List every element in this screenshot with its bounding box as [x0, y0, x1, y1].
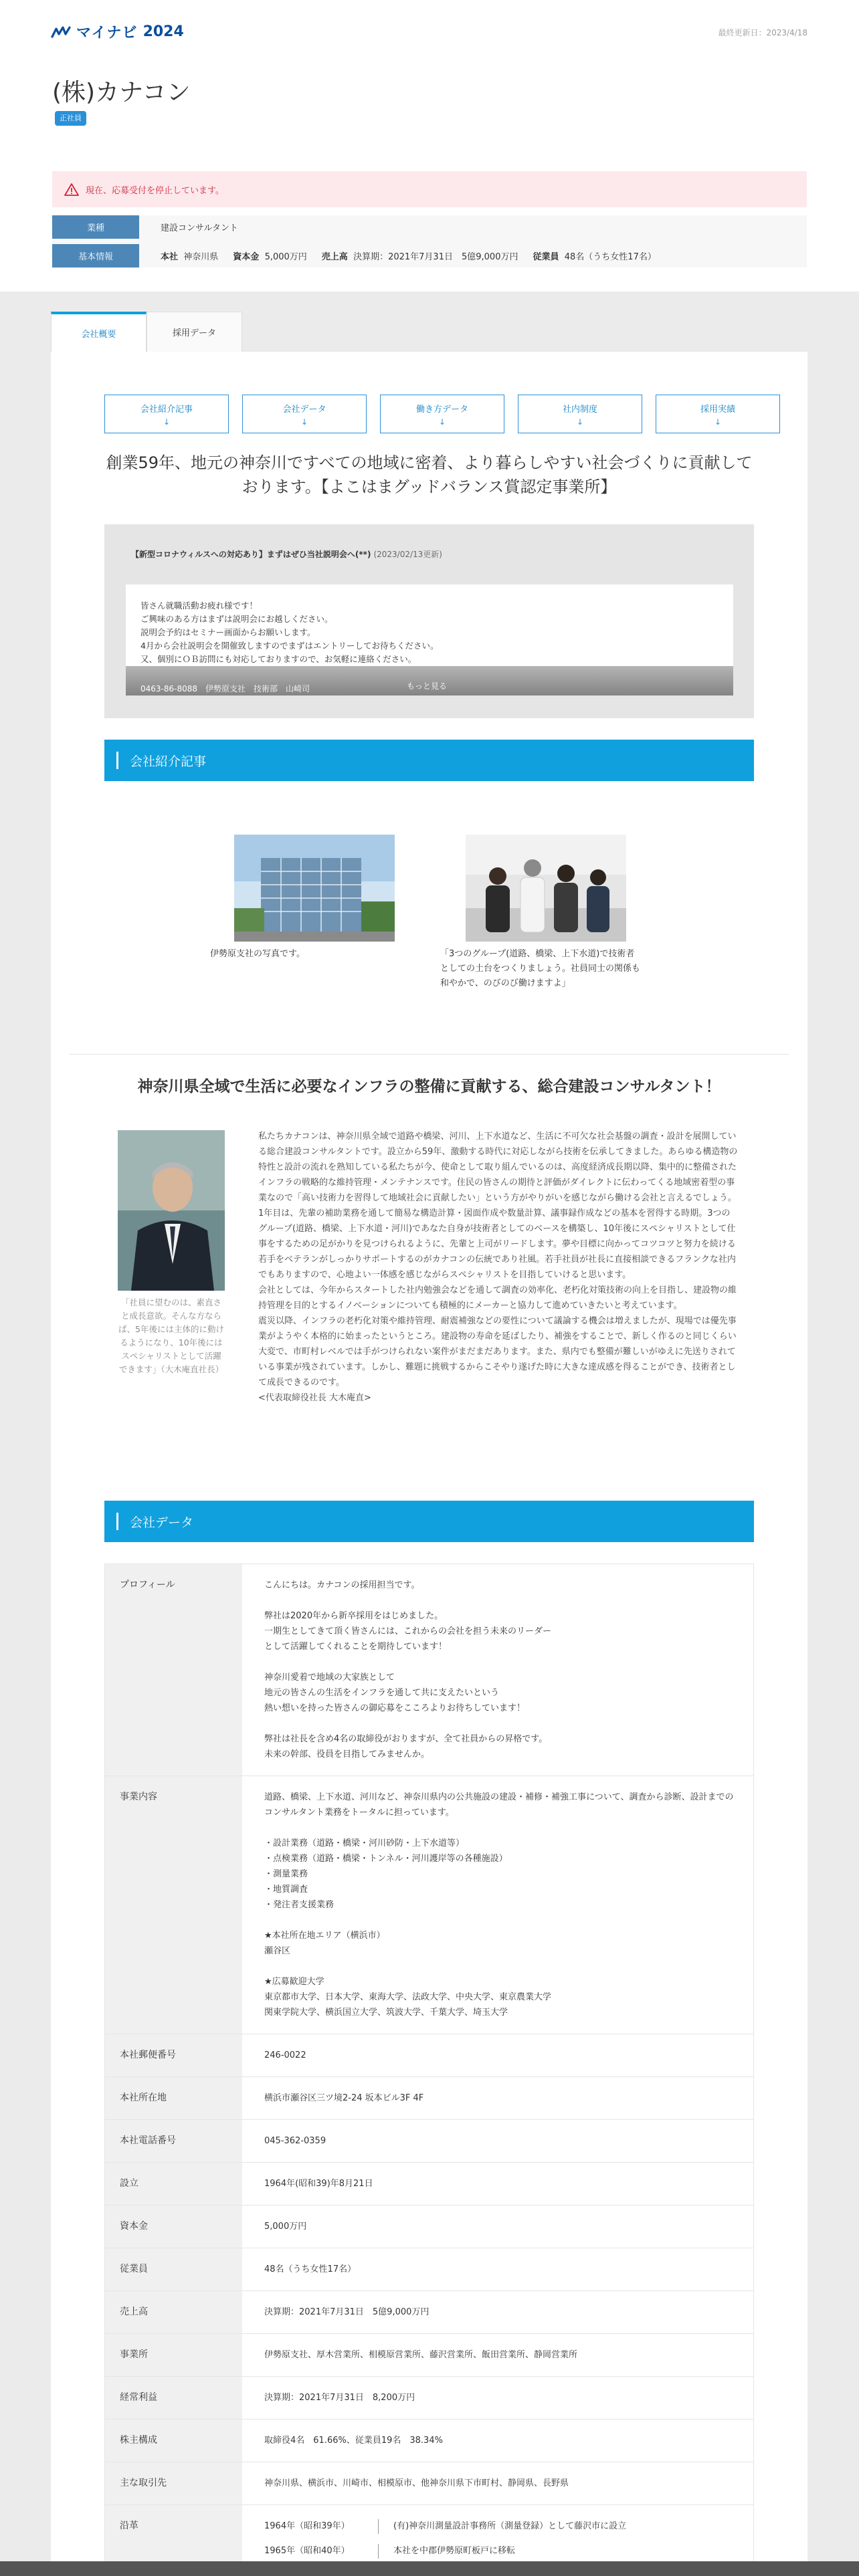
- industry-value: [139, 221, 238, 233]
- anchor-internal-systems[interactable]: [518, 395, 642, 433]
- row-label: 事業内容: [105, 1776, 242, 2034]
- arrow-down-icon: ↓: [163, 417, 171, 427]
- anchor-label: 採用実績: [700, 404, 735, 415]
- anchor-label: 会社データ: [282, 404, 326, 415]
- capital-value: 5,000万円: [264, 252, 307, 262]
- row-value-text: こんにちは。カナコンの採用担当です。 弊社は2020年から新卒採用をはじめました。 一期生としてきて頂く皆さんには、これからの会社を担う未来のリーダー として活躍してくれることを期待しています！ 神奈川愛着で地域の大家族として 地元の皆さんの生活をインフラを通して共に支えたいという 熱い想いを持った皆さんの御応募をこころよりお待ちしています！ 弊社は社長を含め4名の取締役がおりますが、全て社員からの昇格です。 未来の幹部、役員を目指してみませんか。: [264, 1580, 552, 1759]
- last-updated: 最終更新日：2023/4/18: [718, 28, 807, 37]
- table-row: [105, 2462, 753, 2505]
- capital-item: [233, 249, 307, 262]
- news-line: ご興味のある方はまずは説明会にお越しください。: [140, 614, 333, 624]
- news-fade-overlay: [126, 666, 733, 695]
- table-row: [105, 2077, 753, 2120]
- employment-type-badge: 正社員: [55, 111, 86, 126]
- industry-row: [52, 215, 807, 239]
- row-label: 事業所: [105, 2334, 242, 2376]
- row-label: 従業員: [105, 2248, 242, 2290]
- row-value: [242, 1564, 753, 1776]
- section-divider: [70, 1054, 789, 1055]
- section-title: 会社紹介記事: [130, 754, 207, 769]
- history-event: 本社を中郡伊勢原町板戸に移転: [393, 2546, 516, 2556]
- arrow-down-icon: ↓: [438, 417, 446, 427]
- logo-text: マイナビ: [76, 25, 138, 41]
- office-building-photo: [234, 835, 395, 942]
- anchor-hiring-record[interactable]: [656, 395, 780, 433]
- staff-group-photo: [466, 835, 626, 942]
- read-more-link[interactable]: もっと見る: [407, 681, 448, 691]
- news-contact: 0463-86-8088 伊勢原支社 技術部 山崎司: [140, 684, 310, 693]
- table-row: [105, 2420, 753, 2462]
- row-value-text: 神奈川県、横浜市、川崎市、相模原市、他神奈川県下市町村、静岡県、長野県: [264, 2478, 569, 2488]
- basic-info-values: [139, 249, 656, 262]
- row-label: 本社電話番号: [105, 2120, 242, 2162]
- news-line: 説明会予約はセミナー画面からお願いします。: [140, 627, 316, 637]
- news-line: 又、個別にＯＢ訪問にも対応しておりますので、お気軽に連絡ください。: [140, 654, 417, 664]
- row-value-text: 道路、橋梁、上下水道、河川など、神奈川県内の公共施設の建設・補修・補強工事について、調査から診断、設計までのコンサルタント業務をトータルに担っています。 ・設計業務（道路・橋梁・河川砂防・上下水道等） ・点検業務（道路・橋梁・トンネル・河川護岸等の各種施設） ・測量業務 ・地質調査 ・発注者支援業務 ★本社所在地エリア（横浜市） 瀬谷区 ★広募歓迎大学 東京都市大学、日本大学、東海大学、法政大学、中央大学、東京農業大学 関東学院大学、横浜国立大学、筑波大学、千葉大学、埼玉大学: [264, 1792, 734, 2018]
- ceo-caption: 「社員に望むのは、素直さと成長意欲。そんな方ならば、5年後には主体的に動けるようになり、10年後にはスペシャリストとして活躍できます」（大木庵直社長）: [118, 1297, 224, 1374]
- row-value: [242, 1776, 753, 2034]
- row-value-text: 決算期：2021年7月31日 8,200万円: [264, 2393, 415, 2403]
- page-tabs: [51, 312, 242, 352]
- row-value-text: 取締役4名 61.66%、従業員19名 38.34%: [264, 2436, 443, 2446]
- heading-accent-bar: [116, 1513, 118, 1530]
- arrow-down-icon: ↓: [576, 417, 584, 427]
- row-label: 本社郵便番号: [105, 2034, 242, 2076]
- row-label: プロフィール: [105, 1564, 242, 1776]
- row-value: [242, 2420, 753, 2462]
- application-closed-alert: [52, 171, 807, 207]
- table-row: [105, 2163, 753, 2206]
- basic-info-table: [52, 215, 807, 267]
- section-heading-company-data: [104, 1501, 754, 1542]
- row-label: 株主構成: [105, 2420, 242, 2462]
- ceo-portrait-photo: [118, 1130, 225, 1291]
- article-body: [258, 1129, 739, 1406]
- row-value: [242, 2334, 753, 2376]
- news-date: (2023/02/13更新): [373, 550, 442, 559]
- arrow-down-icon: ↓: [300, 417, 308, 427]
- article-caption: 「3つのグループ(道路、橋梁、上下水道)で技術者としての土台をつくりましょう。社員同士の関係も和やかで、のびのび働けますよ」: [440, 949, 641, 988]
- history-separator: [378, 2544, 379, 2559]
- table-row: [105, 2206, 753, 2248]
- row-value-text: 決算期：2021年7月31日 5億9,000万円: [264, 2307, 430, 2317]
- row-value: [242, 2377, 753, 2419]
- news-body: [126, 584, 733, 695]
- news-line: 皆さん就職活動お疲れ様です！: [140, 601, 258, 611]
- news-title: 【新型コロナウィルスへの対応あり】まずはぜひ当社説明会へ(**): [131, 550, 371, 559]
- anchor-company-data[interactable]: [242, 395, 367, 433]
- table-row: [105, 2120, 753, 2163]
- table-row: [105, 2377, 753, 2420]
- sales-item: [322, 249, 518, 262]
- hq-label: 本社: [161, 252, 179, 262]
- sales-label: 売上高: [321, 252, 348, 262]
- heading-accent-bar: [116, 752, 118, 769]
- table-row: [105, 2248, 753, 2291]
- row-value: [242, 2034, 753, 2076]
- row-value-text: 48名（うち女性17名）: [264, 2264, 357, 2274]
- row-value-text: 1964年(昭和39)年8月21日: [264, 2179, 373, 2189]
- table-row: [105, 2334, 753, 2377]
- row-label: 売上高: [105, 2291, 242, 2333]
- sales-value: 決算期：2021年7月31日 5億9,000万円: [353, 252, 518, 262]
- company-summary: [0, 64, 859, 292]
- article-paragraph: 私たちカナコンは、神奈川県全域で道路や橋梁、河川、上下水道など、生活に不可欠な社会基盤の調査・設計を展開している総合建設コンサルタントです。設立から59年、激動する時代に対応しながら技術を伝承してきました。あらゆる構造物の特性と設計の流れを熟知している私たちが今、使命として取り組んでいるのは、高度経済成長期以降、集中的に整備されたインフラの戦略的な維持管理・メンテナンスです。住民の皆さんの期待と評価がダイレクトに伝わってくる地域密着型の事業なので「高い技術力を習得して地域社会に貢献したい」という方がやりがいを感じながら働ける会社と言えるでしょう。: [258, 1132, 738, 1203]
- employees-value: 48名（うち女性17名）: [564, 252, 656, 262]
- row-label: 沿革: [105, 2505, 242, 2572]
- main-content: [51, 352, 807, 2576]
- anchor-work-style-data[interactable]: [380, 395, 504, 433]
- arrow-down-icon: ↓: [714, 417, 722, 427]
- row-label: 本社所在地: [105, 2077, 242, 2119]
- section-anchor-nav: [104, 395, 780, 433]
- table-row: [105, 2291, 753, 2334]
- row-value: [242, 2291, 753, 2333]
- row-label: 経常利益: [105, 2377, 242, 2419]
- article-paragraph: 会社としては、今年からスタートした社内勉強会などを通して調査の効率化、老朽化対策技術の向上を目指し、建設物の維持管理を目的とするイノベーションについても積極的にメーカーと協力して進めていきたいと考えています。: [258, 1285, 737, 1311]
- capital-label: 資本金: [233, 252, 260, 262]
- history-item: [264, 2543, 739, 2559]
- section-title: 会社データ: [130, 1515, 194, 1530]
- history-item: [264, 2518, 739, 2534]
- row-value-text: 横浜市瀬谷区三ツ境2-24 坂本ビル3F 4F: [264, 2093, 424, 2103]
- row-value-text: 5,000万円: [264, 2222, 307, 2232]
- history-year: 1964年（昭和39年）: [264, 2521, 350, 2531]
- history-year: 1965年（昭和40年）: [264, 2546, 350, 2556]
- row-value: [242, 2077, 753, 2119]
- article-paragraph: 震災以降、インフラの老朽化対策や維持管理、耐震補強などの要性について議論する機会は増えましたが、現場では優先事業がようやく本格的に始まったというところ。建設物の寿命を延ばしたり、補強をすることで、新しく作るのと同じくらい大変で、市町村レベルでは手がつけられない案件がまだまだあります。また、県内でも整備が難しいがゆえに先送りされている事業が残されています。しかし、難題に挑戦するからこそやり遂げた時に大きな達成感を得ることができ、技術者として成長できるのです。: [258, 1316, 737, 1388]
- row-label: 主な取引先: [105, 2462, 242, 2504]
- article-caption: 伊勢原支社の写真です。: [210, 949, 305, 959]
- news-line: 4月から会社説明会を開催致しますのでまずはエントリーしてお待ちください。: [140, 641, 439, 651]
- basic-info-row: [52, 244, 807, 267]
- row-value-text: 045-362-0359: [264, 2136, 326, 2146]
- row-value: [242, 2206, 753, 2248]
- row-value-text: 246-0022: [264, 2050, 306, 2060]
- anchor-label: 社内制度: [562, 404, 597, 415]
- company-data-table: [104, 1564, 754, 2573]
- news-box: [104, 524, 754, 718]
- industry-text: 建設コンサルタント: [161, 223, 238, 233]
- article-signature: <代表取締役社長 大木庵直>: [258, 1393, 371, 1403]
- alert-text: 現在、応募受付を停止しています。: [86, 186, 224, 196]
- tab-company-overview[interactable]: 会社概要: [51, 312, 147, 352]
- table-row: [105, 1776, 753, 2034]
- row-value: [242, 2462, 753, 2504]
- mynavi-logo[interactable]: [51, 21, 184, 42]
- employees-item: [533, 249, 656, 262]
- table-row: [105, 2034, 753, 2077]
- anchor-company-articles[interactable]: [104, 395, 229, 433]
- row-label: 設立: [105, 2163, 242, 2205]
- site-header: [0, 0, 859, 64]
- row-value: [242, 2248, 753, 2290]
- row-label: 資本金: [105, 2206, 242, 2248]
- employees-label: 従業員: [533, 252, 559, 262]
- row-value: [242, 2163, 753, 2205]
- logo-year: 2024: [142, 23, 184, 40]
- bottom-bar: [0, 2561, 859, 2576]
- history-separator: [378, 2519, 379, 2534]
- news-heading: [131, 548, 442, 560]
- warning-icon: [64, 183, 79, 196]
- article-title: 神奈川県全域で生活に必要なインフラの整備に貢献する、総合建設コンサルタント！: [137, 1078, 721, 1095]
- anchor-label: 会社紹介記事: [140, 404, 193, 415]
- hq-item: [161, 249, 218, 262]
- industry-label: 業種: [52, 215, 139, 239]
- tab-recruit-data[interactable]: 採用データ: [147, 312, 242, 352]
- table-row: [105, 1564, 753, 1776]
- basic-info-label: 基本情報: [52, 244, 139, 267]
- company-name: (株)カナコン: [52, 79, 191, 106]
- anchor-label: 働き方データ: [415, 404, 468, 415]
- history-event: (有)神奈川測量設計事務所（測量登録）として藤沢市に設立: [393, 2521, 627, 2531]
- logo-mark-icon: [51, 25, 71, 39]
- row-value: [242, 2120, 753, 2162]
- article-paragraph: 1年目は、先輩の補助業務を通して簡易な構造計算・図面作成や数量計算、議事録作成などの基本を習得する時期。3つのグループ(道路、橋梁、上下水道・河川)であなた自身が技術者としてのベースを構築し、10年後にスペシャリストとして仕事をするための足がかりを見つけられるように、先輩と上司がリードします。夢や目標に向かってコツコツと努力を続ける若手をベテランがしっかりサポートするのがカナコンの伝統であり社風。若手社員が社長に直接相談できるフランクな社内でもありますので、心地よい一体感を感じながらスペシャリストを目指していけると思います。: [258, 1208, 736, 1280]
- section-heading-articles: [104, 740, 754, 781]
- row-value-text: 伊勢原支社、厚木営業所、相模原営業所、藤沢営業所、飯田営業所、静岡営業所: [264, 2350, 578, 2360]
- hq-value: 神奈川県: [183, 252, 219, 262]
- catch-copy: 創業59年、地元の神奈川ですべての地域に密着、より暮らしやすい社会づくりに貢献しております。【よこはまグッドバランス賞認定事業所】: [106, 453, 753, 496]
